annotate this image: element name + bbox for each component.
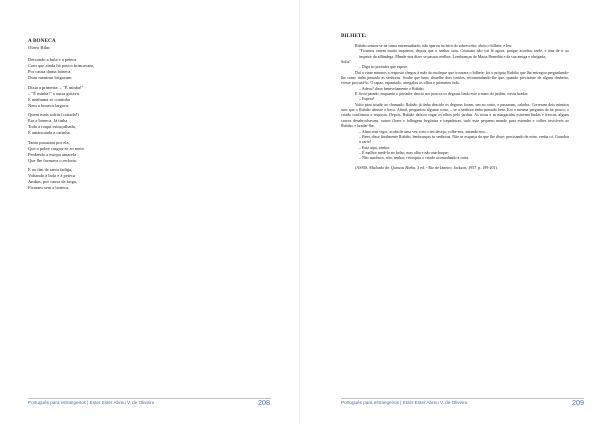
poem-line: E amarrotada a carinha. <box>28 130 71 135</box>
poem-line: Ficaram sem a boneca. <box>28 185 70 190</box>
poem-line: Quem mais sofria (coitada!) <box>28 112 79 117</box>
poem-stanza <box>28 140 228 164</box>
poem-line: Duas meninas brigavam <box>28 75 72 80</box>
prose-paragraph: – Diga ao portador que espere. <box>359 64 409 70</box>
prose-paragraph: E ficou parado, enquanto o portador descia aos poucos os degraus lindo este a mato do jardim, ouviu bradar: <box>355 91 529 97</box>
prose-paragraph: Volto para acudir ao chamado; Rubião já tinha descido os degraus foram, um ao outro, e passaram, calados. Correram dois minutos sem que o Rubião abrisse a boca. Afinal, perguntou alguma coisa, – se a senhora tinha passado bem. Era a mesma pergunta da há pouco; o criado confirmou a resposta. Depois, Rubião deixou vagar os olhos pelo jardim. As rosas e as margaridas estavam lindas e frescas, alguns cravos desabrochavam, outras flores e folhagens begônias e trepadeiras, tudo esse pequeno mundo para estender e colhes invisíveis ao Rubião, e bradar-lhe. <box>341 101 569 129</box>
poem-line: Com que ainda há pouco brincavam, <box>28 63 94 68</box>
poem-line: Tanto puxaram por ela, <box>28 139 70 145</box>
footer-text: Português para estrangeiros | Ester Ester Abreu V. de Oliveira <box>341 400 468 405</box>
poem-line: Que lhe formava o recheio. <box>28 157 78 163</box>
footer-text: Português para estrangeiros | Ester Ester Abreu V. de Oliveira <box>28 400 155 405</box>
citation-suffix: . 3 ed. - Rio de Janeiro: Jackson, 1957. p. 199-201). <box>415 164 498 170</box>
poem-line: Dizia a primeira: – "É minha!" <box>28 84 84 90</box>
footer-rule <box>28 398 271 399</box>
poem-line: E nenhuma se continha <box>28 96 70 102</box>
poem-line: Voltando à bola e à peteca <box>28 173 76 178</box>
poem-stanza <box>28 85 228 109</box>
prose-paragraph: Sofia". <box>341 59 353 65</box>
citation-title: Quincas Borba <box>390 164 416 170</box>
prose-paragraph: Daí a vinte minutos a resposta chegou à mão do moleque que trouxera o bilhete; foi o próprio Rubião que lha entregou pergunlando-lhe como tinha passado as senhoras. Soube que bem; disselhe dois tostões, recomendando-lhe que, quando precisasse de alguns dinheiro, viesse procurá-lo. O rapaz, espantado, arregalou os olhos e prometeu tudo. <box>341 69 569 86</box>
prose-paragraph: "Ficamos ontem muito inquietos, depois que o senhor saiu. Cristiano não vai lá agora, porque acordou tarde, e tem de ir ao inspetor da alfândega. Mande-nos dizer se passou melhor. Lembranças de Maria Benedita e da sua amiga e obrigada, <box>359 48 569 59</box>
prose-paragraph: – Alma sem vigor, acaba de uma vez com o teu desejo; colhe-nos, amando-nos... <box>359 128 488 134</box>
prose-paragraph: – Espera! <box>359 96 375 102</box>
poem-title: A BONECA <box>28 38 56 44</box>
page-number: 209 <box>572 398 584 407</box>
poem-line: Toda a roupa estraçalhada, <box>28 124 76 129</box>
poem-line: Deixando a bola e a peteca <box>28 57 77 62</box>
poem-stanza <box>28 57 228 81</box>
prose-paragraph: – É melhor metê-la no bolso, mas olha e não machuque; <box>359 149 449 155</box>
poem-line: Por causa duma boneca <box>28 69 71 74</box>
poem-line: E ao fim de tanta fadiga, <box>28 167 73 172</box>
poem-author: Olavo Bilac <box>28 44 51 50</box>
poem-line: Perdendo a estopa amarela <box>28 151 77 157</box>
bilhete-text <box>341 43 569 170</box>
poem-body <box>28 57 228 195</box>
citation-prefix: (ASSIS, Machado de. <box>355 164 391 170</box>
prose-paragraph: – Está aqui, senhor. <box>359 144 391 150</box>
poem-line: – "É minha!" a outra gritava. <box>28 90 80 96</box>
prose-paragraph: – Bem, disse finalmente Rubião, lembranças às senhoras. Não se esqueça do que lhe disse; precisando de mim, venha cá. Guardou a carta? <box>359 133 569 145</box>
poem-line: Nem a boneca largava. <box>28 102 70 108</box>
poem-line: Era a boneca. Já tinha <box>28 118 68 123</box>
poem-stanza <box>28 167 228 191</box>
poem-line: Ambas, por causa da briga, <box>28 179 77 184</box>
prose-paragraph: – Não machuco, não, senhor, retorquiu o criado acomodando a carta. <box>359 155 470 161</box>
page-number: 208 <box>258 398 270 407</box>
poem-stanza <box>28 112 228 136</box>
source-citation <box>341 165 569 170</box>
footer-rule <box>341 398 584 399</box>
poem-line: Que a pobre rasgou-se ao meio <box>28 145 84 151</box>
prose-paragraph: Rubião sentou-se na cama estremunhado, não sparou na letra do sobrescrito; abriu o bilhete, e leu: <box>355 43 513 48</box>
prose-paragraph: – Adeus? disse benevolamente o Rubião. <box>359 85 425 91</box>
bilhete-title: BILHETE: <box>341 33 367 39</box>
